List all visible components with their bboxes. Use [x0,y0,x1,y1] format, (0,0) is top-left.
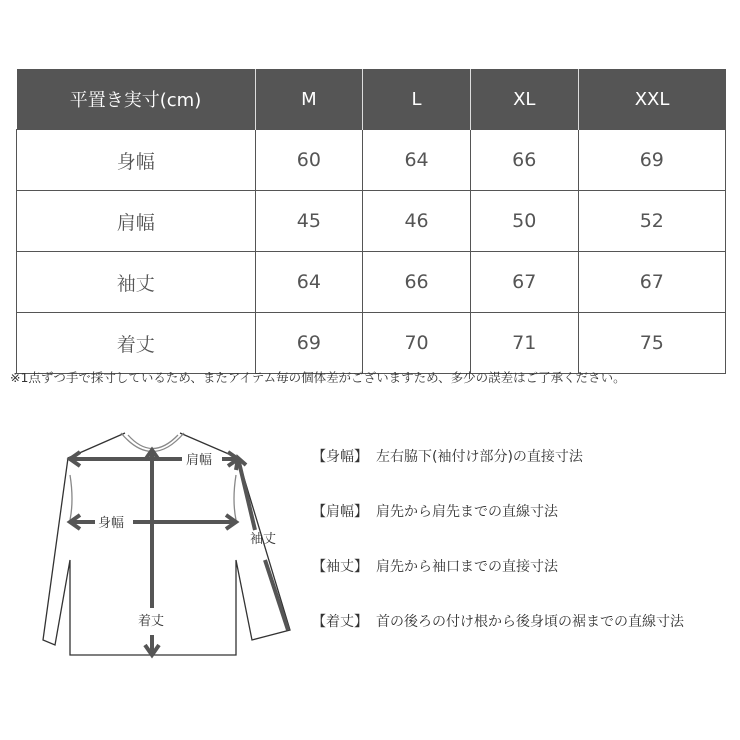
header-xl: XL [470,69,578,130]
note: ※1点ずつ手で採寸しているため、またアイテム毎の個体差がございますため、多少の誤差はご了承ください。 [10,370,626,385]
legend-key: 【袖丈】 [312,559,368,575]
measure-label: 肩幅 [17,191,256,252]
size-value: 45 [255,191,363,252]
measure-label: 身幅 [17,130,256,191]
legend-key: 【身幅】 [312,449,368,465]
table-row [17,130,726,191]
size-value: 66 [363,252,471,313]
measure-label: 袖丈 [17,252,256,313]
legend-desc: 肩先から袖口までの直接寸法 [376,559,558,575]
legend-desc: 首の後ろの付け根から後身頃の裾までの直線寸法 [376,614,684,630]
size-value: 75 [578,313,725,374]
label-sleeve: 袖丈 [250,532,277,547]
size-value: 70 [363,313,471,374]
shirt-diagram [0,420,300,670]
legend-desc: 左右脇下(袖付け部分)の直接寸法 [376,449,583,465]
size-table [16,69,726,374]
header-label: 平置き実寸(cm) [17,69,256,130]
size-value: 67 [578,252,725,313]
size-value: 50 [470,191,578,252]
size-value: 67 [470,252,578,313]
size-value: 64 [363,130,471,191]
size-value: 52 [578,191,725,252]
size-value: 69 [255,313,363,374]
label-length: 着丈 [138,614,165,629]
table-row [17,313,726,374]
legend-key: 【肩幅】 [312,504,368,520]
size-value: 60 [255,130,363,191]
size-value: 69 [578,130,725,191]
header-m: M [255,69,363,130]
table-row [17,252,726,313]
legend-key: 【着丈】 [312,614,368,630]
measure-label: 着丈 [17,313,256,374]
table-row [17,191,726,252]
legend-shoulder [312,501,558,521]
label-chest: 身幅 [98,516,125,531]
size-value: 46 [363,191,471,252]
size-value: 64 [255,252,363,313]
legend-sleeve [312,556,558,576]
label-shoulder: 肩幅 [186,453,213,468]
header-l: L [363,69,471,130]
size-value: 66 [470,130,578,191]
size-value: 71 [470,313,578,374]
legend-length [312,611,684,631]
header-xxl: XXL [578,69,725,130]
legend-chest [312,446,583,466]
legend-desc: 肩先から肩先までの直線寸法 [376,504,558,520]
